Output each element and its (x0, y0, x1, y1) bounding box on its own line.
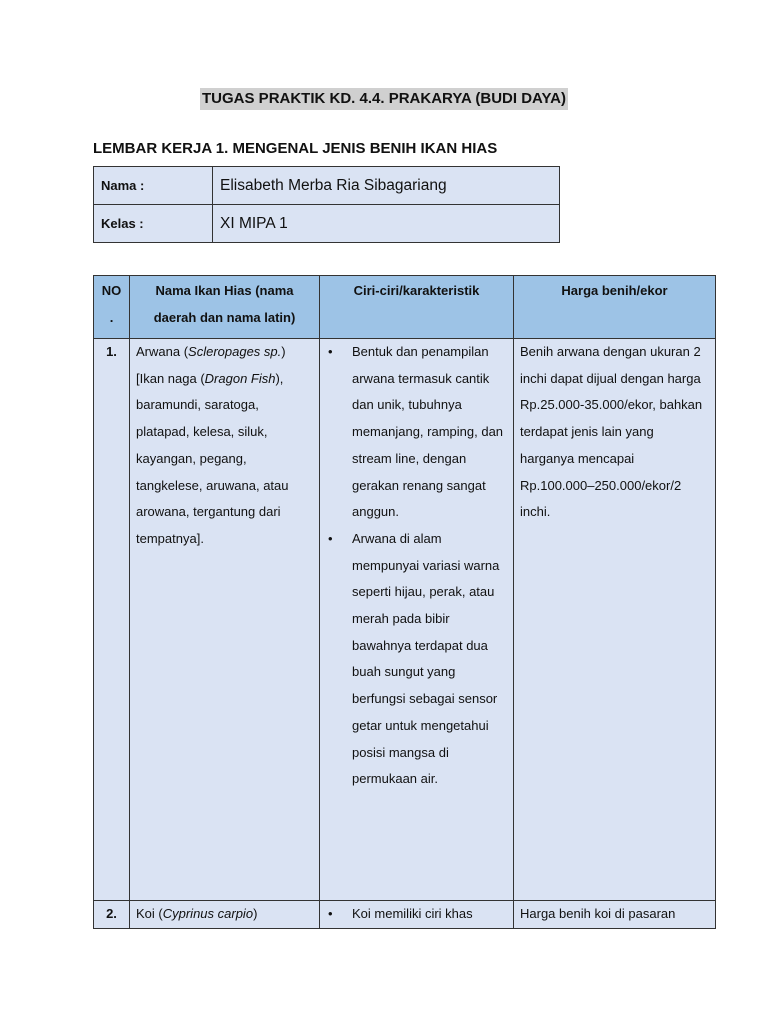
fish-name-text: ) (253, 906, 258, 921)
header-traits: Ciri-ciri/karakteristik (320, 276, 514, 339)
trait-item: • Bentuk dan penampilan arwana termasuk cantik dan unik, tubuhnya memanjang, ramping, dan stream line, dengan gerakan renang sangat anggun. (352, 339, 507, 526)
table-header-row (94, 276, 716, 339)
price-cell: Benih arwana dengan ukuran 2 inchi dapat dijual dengan harga Rp.25.000-35.000/ekor, bahkan terdapat jenis lain yang harganya mencapai Rp.100.000–250.000/ekor/2 inchi. (514, 339, 716, 901)
table-row (94, 339, 716, 901)
latin-name: Cyprinus carpio (162, 906, 254, 921)
latin-name: Scleropages sp. (188, 344, 282, 359)
trait-item: • Koi memiliki ciri khas (352, 901, 507, 928)
fish-name-text: Arwana ( (136, 344, 189, 359)
class-label: Kelas : (94, 205, 213, 243)
worksheet-title: LEMBAR KERJA 1. MENGENAL JENIS BENIH IKAN HIAS (93, 140, 498, 157)
fish-name-text: ), baramundi, saratoga, platapad, kelesa, siluk, kayangan, pegang, tangkelese, aruwana, atau arowana, tergantung dari tempatnya]. (136, 370, 289, 546)
fish-name-text: Koi ( (136, 906, 163, 921)
fish-name-cell (130, 901, 320, 929)
header-no: NO . (94, 276, 130, 339)
header-name: Nama Ikan Hias (nama daerah dan nama latin) (130, 276, 320, 339)
fish-table (93, 275, 716, 929)
name-label: Nama : (94, 167, 213, 205)
class-value: XI MIPA 1 (213, 205, 560, 243)
trait-item: • Arwana di alam mempunyai variasi warna seperti hijau, perak, atau merah pada bibir bawahnya terdapat dua buah sungut yang berfungsi sebagai sensor getar untuk mengetahui posisi mangsa di permukaan air. (352, 526, 507, 793)
header-price: Harga benih/ekor (514, 276, 716, 339)
price-cell: Harga benih koi di pasaran (514, 901, 716, 929)
traits-cell (320, 901, 514, 929)
fish-name-text: ) [Ikan naga ( (136, 344, 286, 386)
row-number: 2. (94, 901, 130, 929)
traits-list (326, 339, 507, 793)
traits-cell (320, 339, 514, 901)
row-number: 1. (94, 339, 130, 901)
assignment-title: TUGAS PRAKTIK KD. 4.4. PRAKARYA (BUDI DAYA) (200, 88, 568, 110)
class-row (94, 205, 560, 243)
name-row (94, 167, 560, 205)
english-name: Dragon Fish (204, 370, 276, 386)
traits-list (326, 901, 507, 928)
name-value: Elisabeth Merba Ria Sibagariang (213, 167, 560, 205)
fish-name-cell (130, 339, 320, 901)
table-row (94, 901, 716, 929)
identity-table (93, 166, 560, 243)
